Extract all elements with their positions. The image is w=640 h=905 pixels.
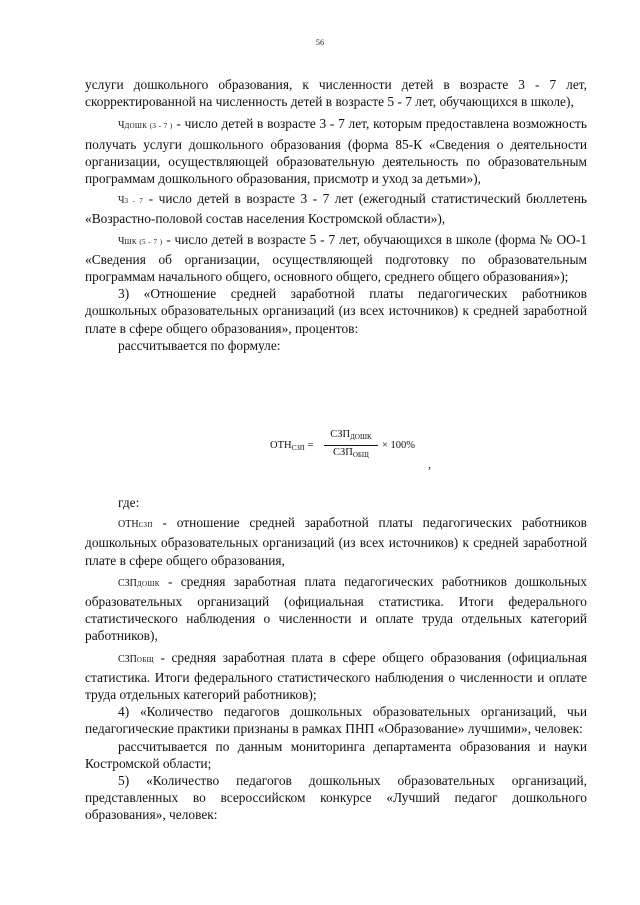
definition-otn xyxy=(85,514,587,569)
symbol-szp-doshk xyxy=(118,578,160,589)
definition-text: - средняя заработная плата педагогических работников дошкольных образовательных организаций (официальная статистика. Итоги федерального статистического наблюдения о численности и оплате труда отдельных категорий работников), xyxy=(85,573,587,644)
symbol-sub: ДОШК xyxy=(136,579,160,588)
definition-ch-doshk xyxy=(85,115,587,187)
symbol-sub: СЗП xyxy=(138,521,153,530)
item-3: 3) «Отношение средней заработной платы педагогических работников дошкольных образовательных организаций (из всех источников) к средней заработной плате в сфере общего образования», процентов: xyxy=(85,286,587,336)
calc-monitoring: рассчитывается по данным мониторинга департамента образования и науки Костромской области; xyxy=(85,738,587,771)
formula-numerator xyxy=(324,429,378,443)
formula-lhs-sub: СЗП xyxy=(291,444,305,452)
symbol-szp-obsh xyxy=(118,654,154,665)
definition-ch-shk xyxy=(85,231,587,286)
item-5: 5) «Количество педагогов дошкольных образовательных организаций, представленных во всероссийском конкурсе «Лучший педагог дошкольного образования», человек: xyxy=(85,773,587,823)
formula-num-main: СЗП xyxy=(330,429,351,440)
definition-szp-doshk xyxy=(85,573,587,645)
formula-equals: = xyxy=(304,440,314,451)
symbol-sub: ШК (5 - 7 ) xyxy=(124,237,163,246)
page-number: 56 xyxy=(315,37,325,47)
symbol-sub: 3 - 7 xyxy=(124,197,144,206)
symbol-ch-3-7 xyxy=(118,195,143,206)
formula-lhs-main: ОТН xyxy=(270,440,292,451)
definition-ch-3-7 xyxy=(85,190,587,227)
fraction-bar xyxy=(324,445,378,446)
symbol-sub: ОБЩ xyxy=(136,655,154,664)
formula-num-sub: ДОШК xyxy=(350,433,372,441)
item-4: 4) «Количество педагогов дошкольных образовательных организаций, чьи педагогические практики признаны в рамках ПНП «Образование» лучшими», человек: xyxy=(85,704,587,737)
symbol-main: СЗП xyxy=(118,653,137,665)
symbol-ch-shk xyxy=(118,236,162,247)
symbol-main: СЗП xyxy=(118,577,137,589)
symbol-sub: ДОШК (3 - 7 ) xyxy=(124,122,173,131)
symbol-main: Ч xyxy=(118,195,125,207)
definition-text: - число детей в возрасте 3 - 7 лет (ежегодный статистический бюллетень «Возрастно-половой состав населения Костромской области»), xyxy=(85,191,587,227)
formula-rhs: × 100% xyxy=(382,440,416,451)
text-block-top xyxy=(85,76,587,354)
calc-by-formula: рассчитывается по формуле: xyxy=(118,337,281,353)
formula-den-main: СЗП xyxy=(333,447,353,458)
definition-szp-obsh xyxy=(85,649,587,704)
symbol-main: Ч xyxy=(118,235,125,247)
formula-comma: , xyxy=(428,457,431,471)
symbol-main: Ч xyxy=(118,120,125,132)
formula-lhs xyxy=(270,440,313,454)
definition-text: - число детей в возрасте 5 - 7 лет, обучающихся в школе (форма № ОО-1 «Сведения об организации, осуществляющей подготовку по образовательным программам начального общего, основного общего, среднего общего образования»); xyxy=(85,231,587,285)
text-block-bottom xyxy=(85,494,587,824)
symbol-main: ОТН xyxy=(118,519,139,531)
formula-fraction xyxy=(324,429,378,461)
paragraph-continuation: услуги дошкольного образования, к численности детей в возрасте 3 - 7 лет, скорректированной на численность детей в возрасте 5 - 7 лет, обучающихся в школе), xyxy=(85,77,587,110)
symbol-ch-doshk xyxy=(118,120,173,131)
formula-denominator xyxy=(324,447,378,461)
definition-text: - число детей в возрасте 3 - 7 лет, которым предоставлена возможность получать услуги дошкольного образования (форма 85-К «Сведения о деятельности организации, осуществляющей образовательную деятельность по образовательным программам дошкольного образования, присмотр и уход за детьми»), xyxy=(85,116,587,187)
where-label: где: xyxy=(118,495,140,510)
definition-text: - средняя заработная плата в сфере общего образования (официальная статистика. Итоги федерального статистического наблюдения о численности и оплате труда отдельных категорий работников); xyxy=(85,649,587,703)
symbol-otn xyxy=(118,519,153,530)
definition-text: - отношение средней заработной платы педагогических работников дошкольных образовательных организаций (из всех источников) к средней заработной плате в сфере общего образования, xyxy=(85,515,587,568)
formula-den-sub: ОБЩ xyxy=(352,451,369,459)
